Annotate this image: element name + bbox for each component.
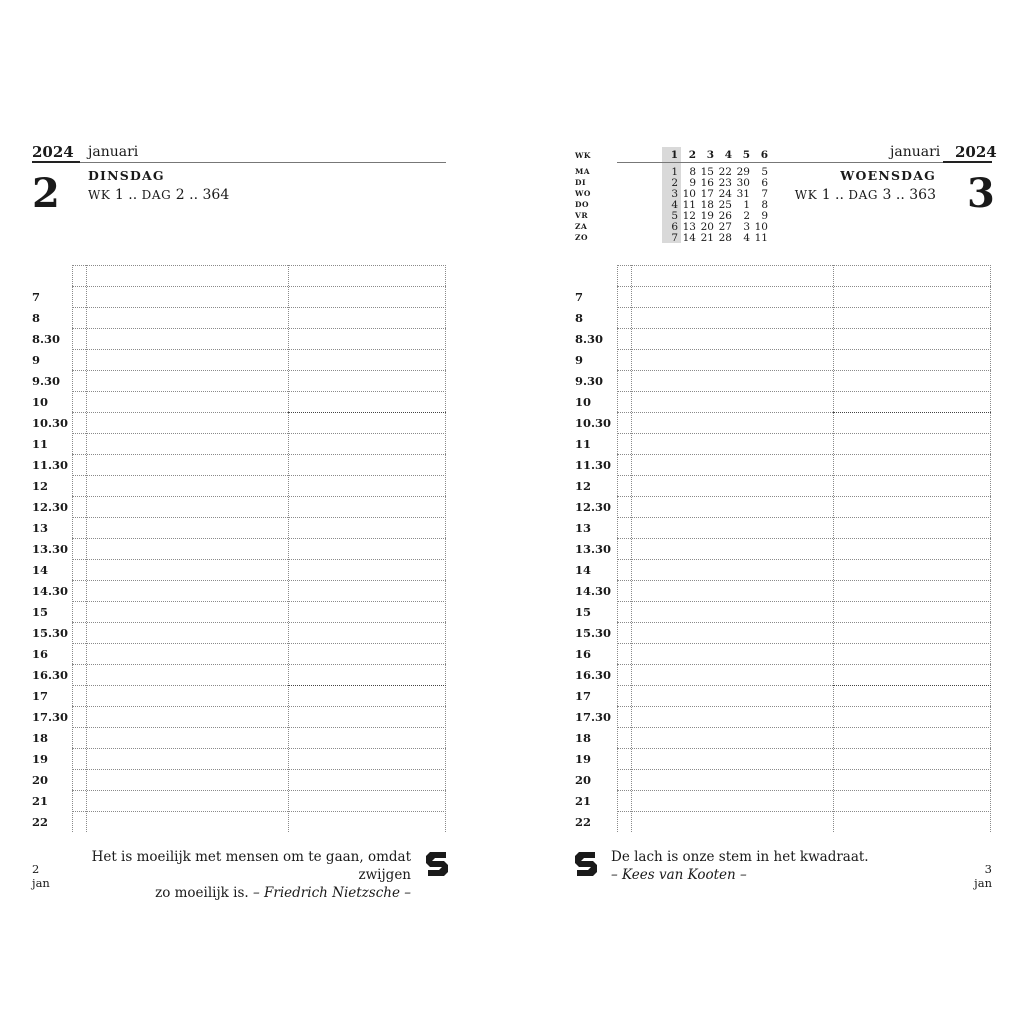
date-cell: 18	[700, 199, 714, 211]
schedule-grid[interactable]	[617, 265, 991, 832]
grid-column-divider	[288, 265, 289, 832]
grid-row-line	[72, 727, 446, 728]
footer-month: jan	[974, 876, 992, 890]
weekday-label: DO	[575, 200, 590, 209]
time-label: 15.30	[32, 626, 69, 640]
time-label: 11.30	[575, 458, 612, 472]
date-cell: 6	[671, 221, 678, 233]
time-label: 19	[575, 752, 592, 766]
week-number: 4	[724, 149, 732, 161]
date-cell: 4	[743, 232, 750, 244]
weekday-label: DI	[575, 178, 587, 187]
grid-row-line	[72, 454, 446, 455]
time-label: 10	[575, 395, 592, 409]
time-label: 16	[32, 647, 49, 661]
date-cell: 3	[671, 188, 678, 200]
date-cell: 12	[682, 210, 696, 222]
date-cell: 2	[743, 210, 750, 222]
week-day-info	[88, 187, 229, 203]
grid-row-line	[617, 349, 991, 350]
grid-row-line	[617, 433, 991, 434]
date-cell: 15	[700, 166, 714, 178]
brand-s-logo-icon	[426, 852, 448, 880]
time-label: 16	[575, 647, 592, 661]
grid-row-line	[72, 328, 446, 329]
grid-row-line	[72, 433, 446, 434]
time-label: 20	[32, 773, 49, 787]
year-label: 2024	[955, 143, 997, 161]
days-remaining: 363	[909, 187, 936, 203]
date-cell: 7	[761, 188, 768, 200]
day-name: WOENSDAG	[840, 168, 936, 183]
grid-row-line-emphasis	[288, 412, 446, 413]
weekday-label: ZA	[575, 222, 588, 231]
time-label: 7	[32, 290, 41, 304]
time-label: 9.30	[32, 374, 61, 388]
week-header-label: WK	[575, 151, 591, 160]
grid-row-line	[72, 391, 446, 392]
footer-day: 2	[32, 862, 40, 876]
week-number: 2	[688, 149, 696, 161]
date-cell: 2	[671, 177, 678, 189]
time-label: 14	[32, 563, 49, 577]
grid-row-line	[617, 748, 991, 749]
quote-author: – Kees van Kooten –	[611, 867, 747, 883]
grid-row-line	[617, 475, 991, 476]
separator: ..	[123, 187, 142, 203]
weekday-label: ZO	[575, 233, 589, 242]
grid-row-line	[72, 307, 446, 308]
grid-row-line	[617, 328, 991, 329]
time-label: 19	[32, 752, 49, 766]
quote-line: zo moeilijk is.	[155, 885, 249, 901]
date-cell: 16	[700, 177, 714, 189]
weekday-label: MA	[575, 167, 591, 176]
grid-row-line	[72, 370, 446, 371]
grid-row-line	[617, 454, 991, 455]
schedule-grid[interactable]	[72, 265, 446, 832]
grid-row-line-emphasis	[833, 412, 991, 413]
grid-column-divider	[990, 265, 991, 832]
grid-row-line	[617, 601, 991, 602]
time-label: 14.30	[32, 584, 69, 598]
grid-column-divider	[833, 265, 834, 832]
grid-row-line	[617, 769, 991, 770]
date-cell: 31	[736, 188, 750, 200]
time-label: 9	[575, 353, 584, 367]
date-cell: 10	[754, 221, 768, 233]
footer-date	[32, 862, 50, 890]
time-label: 12	[575, 479, 592, 493]
date-cell: 8	[761, 199, 768, 211]
separator: ..	[830, 187, 849, 203]
time-label: 11	[575, 437, 592, 451]
time-label: 22	[575, 815, 592, 829]
quote-line: Het is moeilijk met mensen om te gaan, omdat zwijgen	[91, 849, 411, 883]
date-cell: 11	[754, 232, 768, 244]
grid-row-line	[72, 496, 446, 497]
time-label: 11	[32, 437, 49, 451]
grid-column-divider	[86, 265, 87, 832]
grid-row-line	[617, 307, 991, 308]
time-label: 22	[32, 815, 49, 829]
grid-row-line	[617, 538, 991, 539]
weekday-label: VR	[575, 211, 589, 220]
time-label: 11.30	[32, 458, 69, 472]
time-label: 12.30	[575, 500, 612, 514]
quote	[611, 848, 911, 884]
grid-row-line	[617, 265, 991, 266]
grid-row-line	[72, 622, 446, 623]
quote	[72, 848, 411, 902]
time-label: 10.30	[575, 416, 612, 430]
date-cell: 29	[736, 166, 750, 178]
time-label: 13.30	[575, 542, 612, 556]
time-label: 8	[575, 311, 584, 325]
week-number: 1	[114, 187, 124, 203]
time-label: 8.30	[32, 332, 61, 346]
grid-row-line	[617, 559, 991, 560]
date-cell: 1	[671, 166, 678, 178]
date-cell: 24	[718, 188, 732, 200]
quote-author: – Friedrich Nietzsche –	[253, 885, 411, 901]
time-label: 8.30	[575, 332, 604, 346]
date-cell: 7	[671, 232, 678, 244]
separator: ..	[891, 187, 910, 203]
grid-row-line	[617, 517, 991, 518]
time-label: 13.30	[32, 542, 69, 556]
grid-column-divider	[445, 265, 446, 832]
time-label: 21	[32, 794, 49, 808]
grid-row-line	[617, 727, 991, 728]
grid-row-line	[617, 811, 991, 812]
week-number: 1	[670, 149, 678, 161]
time-label: 10	[32, 395, 49, 409]
grid-row-line	[72, 265, 446, 266]
grid-row-line	[617, 391, 991, 392]
month-label: januari	[88, 144, 139, 160]
header-rule-bold	[943, 161, 992, 163]
date-cell: 6	[761, 177, 768, 189]
grid-row-line	[617, 370, 991, 371]
week-number: 3	[706, 149, 714, 161]
grid-row-line	[617, 580, 991, 581]
month-label: januari	[890, 144, 941, 160]
time-label: 21	[575, 794, 592, 808]
time-label: 18	[32, 731, 49, 745]
date-cell: 21	[700, 232, 714, 244]
time-label: 12	[32, 479, 49, 493]
time-label: 13	[32, 521, 49, 535]
week-number: 5	[742, 149, 750, 161]
grid-row-line	[617, 790, 991, 791]
footer-month: jan	[32, 876, 50, 890]
grid-row-line	[617, 286, 991, 287]
day-number: 2	[32, 170, 60, 217]
grid-column-divider	[617, 265, 618, 832]
date-cell: 8	[689, 166, 696, 178]
date-cell: 9	[761, 210, 768, 222]
grid-row-line	[617, 643, 991, 644]
grid-row-line	[72, 643, 446, 644]
grid-row-line	[72, 517, 446, 518]
date-cell: 5	[671, 210, 678, 222]
date-cell: 23	[718, 177, 732, 189]
time-label: 13	[575, 521, 592, 535]
date-cell: 30	[736, 177, 750, 189]
year-label: 2024	[32, 143, 74, 161]
footer-day: 3	[984, 862, 992, 876]
time-label: 18	[575, 731, 592, 745]
time-label: 9.30	[575, 374, 604, 388]
date-cell: 5	[761, 166, 768, 178]
grid-row-line	[617, 496, 991, 497]
header-rule	[617, 162, 943, 163]
day-number: 3	[967, 170, 995, 217]
time-label: 8	[32, 311, 41, 325]
grid-row-line	[72, 748, 446, 749]
grid-row-line	[617, 622, 991, 623]
header-rule	[80, 162, 446, 163]
day-of-year: 2	[175, 187, 185, 203]
date-cell: 17	[700, 188, 714, 200]
time-label: 17	[575, 689, 592, 703]
time-label: 16.30	[32, 668, 69, 682]
days-remaining: 364	[202, 187, 230, 203]
grid-row-line-emphasis	[833, 685, 991, 686]
time-label: 9	[32, 353, 41, 367]
grid-row-line	[72, 601, 446, 602]
grid-row-line	[72, 790, 446, 791]
grid-row-line	[72, 538, 446, 539]
time-label: 15	[575, 605, 592, 619]
date-cell: 26	[718, 210, 732, 222]
grid-row-line	[72, 580, 446, 581]
time-label: 15	[32, 605, 49, 619]
week-day-info	[795, 187, 936, 203]
weekday-label: WO	[575, 189, 591, 198]
grid-row-line-emphasis	[288, 685, 446, 686]
date-cell: 9	[689, 177, 696, 189]
date-cell: 20	[700, 221, 714, 233]
time-label: 20	[575, 773, 592, 787]
date-cell: 27	[718, 221, 732, 233]
grid-column-divider	[72, 265, 73, 832]
date-cell: 14	[682, 232, 696, 244]
time-label: 14.30	[575, 584, 612, 598]
grid-row-line	[72, 706, 446, 707]
date-cell: 11	[682, 199, 696, 211]
time-label: 17	[32, 689, 49, 703]
date-cell: 3	[743, 221, 750, 233]
header-rule-bold	[32, 161, 80, 163]
date-cell: 19	[700, 210, 714, 222]
grid-row-line	[72, 349, 446, 350]
grid-row-line	[72, 811, 446, 812]
date-cell: 10	[682, 188, 696, 200]
grid-row-line	[617, 706, 991, 707]
week-label: WK	[88, 188, 111, 202]
grid-row-line	[72, 769, 446, 770]
date-cell: 22	[718, 166, 732, 178]
week-number: 1	[821, 187, 831, 203]
grid-row-line	[72, 664, 446, 665]
brand-s-logo-icon	[575, 852, 597, 880]
grid-column-divider	[631, 265, 632, 832]
week-number: 6	[760, 149, 768, 161]
day-of-year: 3	[882, 187, 892, 203]
day-label: DAG	[848, 188, 879, 202]
time-label: 16.30	[575, 668, 612, 682]
date-cell: 13	[682, 221, 696, 233]
quote-line: De lach is onze stem in het kwadraat.	[611, 849, 869, 865]
time-label: 17.30	[32, 710, 69, 724]
time-label: 7	[575, 290, 584, 304]
right-diary-page	[512, 0, 1024, 1024]
time-label: 10.30	[32, 416, 69, 430]
time-label: 15.30	[575, 626, 612, 640]
separator: ..	[184, 187, 203, 203]
grid-row-line	[72, 475, 446, 476]
grid-row-line	[72, 286, 446, 287]
time-label: 14	[575, 563, 592, 577]
date-cell: 4	[671, 199, 678, 211]
grid-row-line	[617, 664, 991, 665]
time-label: 17.30	[575, 710, 612, 724]
footer-date	[974, 862, 992, 890]
day-name: DINSDAG	[88, 168, 165, 183]
time-label: 12.30	[32, 500, 69, 514]
date-cell: 28	[718, 232, 732, 244]
date-cell: 1	[743, 199, 750, 211]
day-label: DAG	[141, 188, 172, 202]
week-label: WK	[794, 188, 818, 202]
grid-row-line	[72, 559, 446, 560]
date-cell: 25	[718, 199, 732, 211]
